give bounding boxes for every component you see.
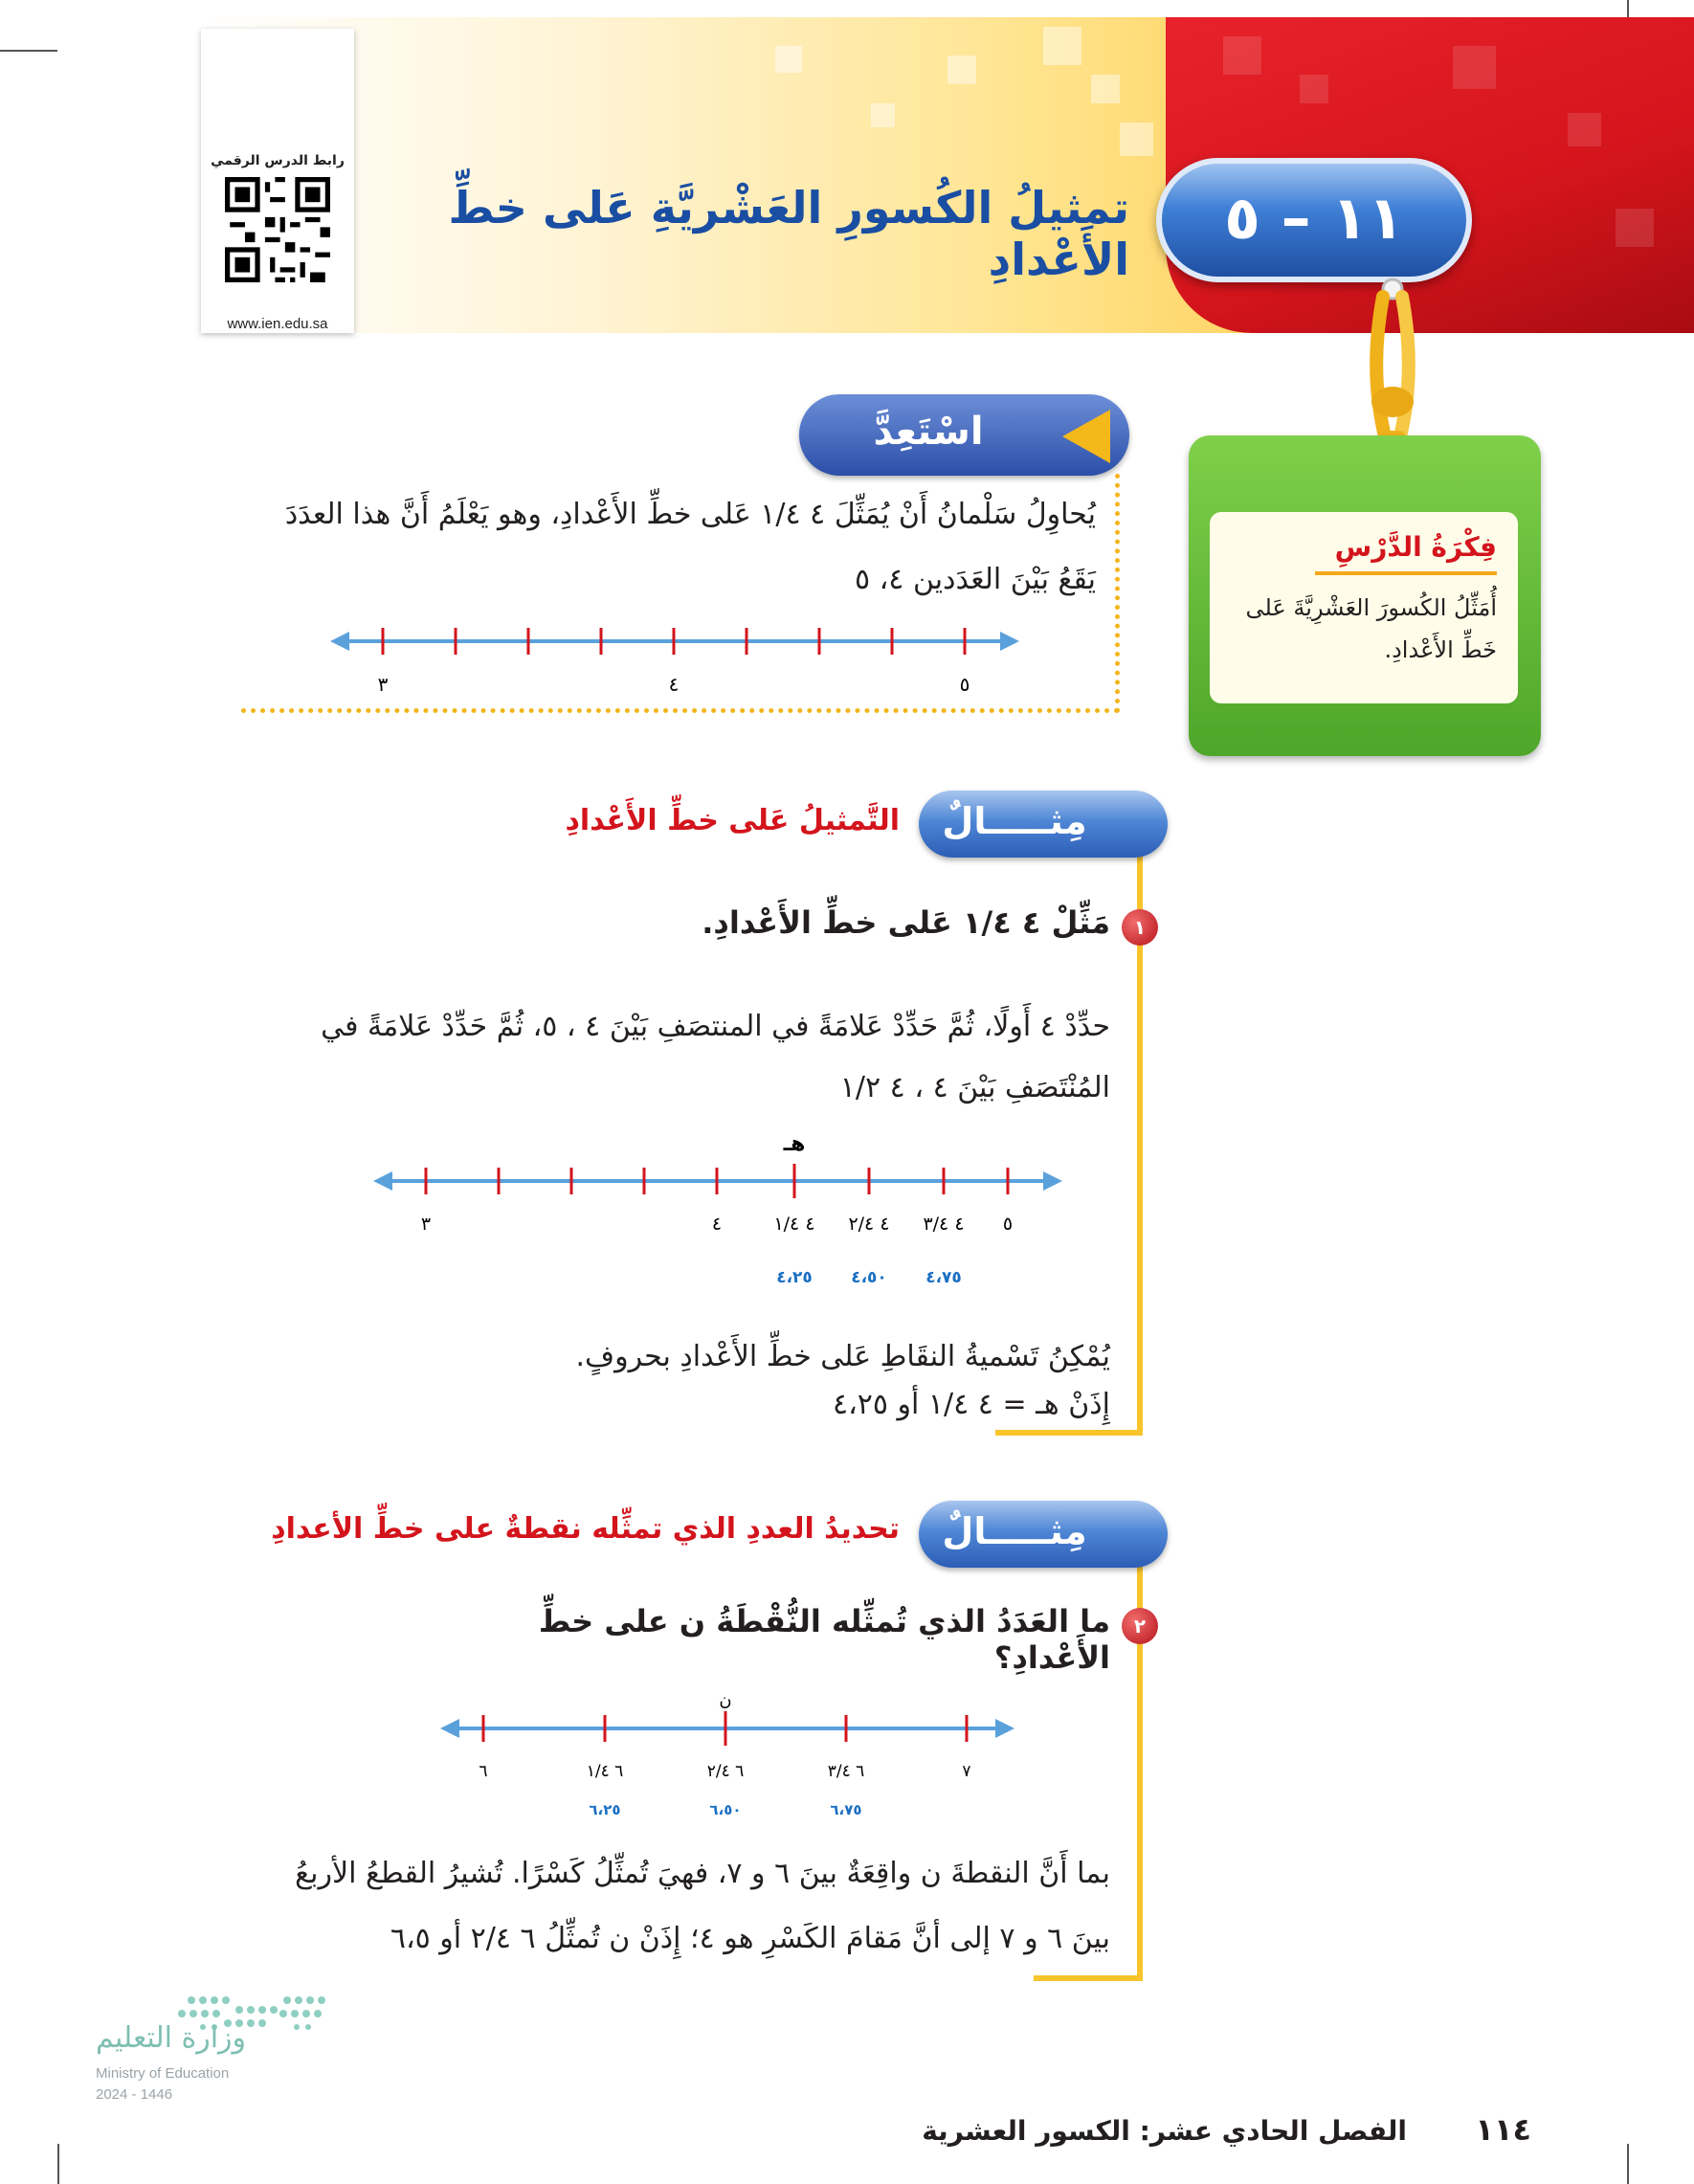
qr-card[interactable]	[201, 29, 354, 333]
prepare-text-line2: يَقَعُ بَيْنَ العَدَدين ٤، ٥	[854, 563, 1096, 596]
example2-heading: تحديدُ العددِ الذي تمثِّله نقطةٌ على خطِّ الأعدادِ	[271, 1512, 900, 1546]
prepare-arrow-icon	[1062, 410, 1110, 463]
ministry-year: 2024 - 1446	[96, 2086, 173, 2103]
decimal-label: ٦،٧٥	[830, 1801, 862, 1818]
arrow-right-icon	[1043, 1171, 1062, 1191]
decimal-label: ٤،٧٥	[925, 1268, 962, 1287]
crop-mark	[57, 2144, 59, 2184]
example1-tab-label: مِثـــــالٌ	[942, 800, 1087, 842]
point-label: هـ	[783, 1132, 806, 1156]
qr-code-icon[interactable]	[225, 177, 330, 282]
ministry-name-en: Ministry of Education	[96, 2065, 230, 2082]
arrow-left-icon	[373, 1171, 392, 1191]
example2-rule-bottom	[1034, 1975, 1143, 1981]
tick-label: ٦	[479, 1762, 488, 1781]
example2-question: ما العَدَدُ الذي تُمثِّله النُّقْطَةُ ن على خطِّ الأَعْدادِ؟	[538, 1603, 1110, 1676]
example1-number-badge: ١	[1122, 909, 1158, 946]
ministry-name-ar: وزارة التعليم	[96, 2021, 247, 2055]
qr-url[interactable]: www.ien.edu.sa	[227, 316, 328, 332]
tick-label: ٤ ٣/٤	[923, 1214, 965, 1235]
example1-text2: المُنْتَصَفِ بَيْنَ ٤ ، ٤ ١/٢	[839, 1071, 1110, 1104]
example1-text3: يُمْكِنُ تَسْميةُ النقَاطِ عَلى خطِّ الأَعْدادِ بحروفٍ.	[575, 1340, 1110, 1373]
prepare-label: اسْتَعِدَّ	[873, 410, 984, 454]
example1-number-line	[373, 1129, 1062, 1302]
qr-caption: رابط الدرس الرقمي	[211, 153, 345, 168]
decimal-label: ٦،٥٠	[709, 1801, 742, 1818]
arrow-right-icon	[1000, 632, 1019, 651]
example1-text1: حدِّدْ ٤ أَولًا، ثُمَّ حَدِّدْ عَلامَةً في المنتصَفِ بَيْنَ ٤ ، ٥، ثُمَّ حَدِّدْ عَلامَةً في	[321, 1010, 1110, 1043]
prepare-number-line	[330, 622, 1019, 699]
tick-label: ٥	[1002, 1214, 1014, 1235]
example2-text2: بينَ ٦ و ٧ إلى أنَّ مَقامَ الكَسْرِ هو ٤؛ إِذَنْ ن تُمثِّلُ ٦ ٢/٤ أو ٦،٥	[390, 1922, 1110, 1955]
crop-mark	[1627, 2144, 1629, 2184]
lesson-number: ١١ – ٥	[1224, 183, 1404, 253]
example2-rule	[1137, 1531, 1143, 1981]
tick-label: ٥	[959, 673, 970, 696]
lesson-idea-underline	[1315, 571, 1497, 575]
example1-text4: إِذَنْ هـ = ٤ ١/٤ أو ٤،٢٥	[832, 1388, 1110, 1421]
point-label: ن	[719, 1690, 732, 1710]
tick-label: ٤ ١/٤	[773, 1214, 815, 1235]
lesson-idea-badge	[1189, 435, 1541, 756]
decimal-label: ٤،٢٥	[776, 1268, 813, 1287]
tick-label: ٧	[962, 1762, 971, 1781]
lesson-idea-text: أُمَثِّلُ الكُسورَ العَشْرِيَّةَ عَلى خَطِّ الأَعْدادِ.	[1245, 594, 1497, 663]
example2-text1: بما أَنَّ النقطةَ ن واقِعَةٌ بينَ ٦ و ٧، فهيَ تُمثِّلُ كَسْرًا. تُشيرُ القطعُ الأربعُ	[295, 1857, 1110, 1890]
example1-question: مَثِّلْ ٤ ١/٤ عَلى خطِّ الأَعْدادِ.	[702, 904, 1110, 941]
tick-label: ٤ ٢/٤	[848, 1214, 890, 1235]
crop-mark	[0, 50, 57, 52]
prepare-text-line1: يُحاوِلُ سَلْمانُ أَنْ يُمَثِّلَ ٤ ١/٤ عَلى خطِّ الأَعْدادِ، وهو يَعْلَمُ أَنَّ هذا العدَدَ	[284, 498, 1096, 531]
chapter-title: الفصل الحادي عشر: الكسور العشرية	[922, 2115, 1407, 2147]
tick-label: ٦ ٢/٤	[706, 1762, 745, 1781]
tick-label: ٤	[668, 673, 680, 696]
example2-number-line	[440, 1684, 1014, 1828]
decimal-label: ٦،٢٥	[589, 1801, 621, 1818]
example1-tab	[919, 791, 1168, 858]
tick-label: ٣	[377, 673, 389, 696]
lesson-idea-card	[1210, 512, 1518, 703]
example1-heading: التَّمثيلُ عَلى خطِّ الأَعْدادِ	[565, 804, 900, 837]
example2-tab	[919, 1501, 1168, 1568]
example2-tab-label: مِثـــــالٌ	[942, 1510, 1087, 1552]
lesson-number-pill	[1156, 158, 1472, 282]
arrow-right-icon	[995, 1719, 1014, 1738]
lesson-title: تمثيلُ الكُسورِ العَشْريَّةِ عَلى خطِّ الأَعْدادِ	[448, 182, 1129, 285]
tick-label: ٦ ٣/٤	[827, 1762, 865, 1781]
example2-number-badge: ٢	[1122, 1608, 1158, 1644]
tick-label: ٦ ١/٤	[586, 1762, 624, 1781]
arrow-left-icon	[330, 632, 349, 651]
lesson-idea-title: فِكْرَةُ الدَّرْسِ	[1334, 531, 1497, 563]
arrow-left-icon	[440, 1719, 459, 1738]
decimal-label: ٤،٥٠	[851, 1268, 887, 1287]
tick-label: ٤	[711, 1214, 723, 1235]
tick-label: ٣	[420, 1214, 432, 1235]
page-number: ١١٤	[1475, 2111, 1531, 2148]
